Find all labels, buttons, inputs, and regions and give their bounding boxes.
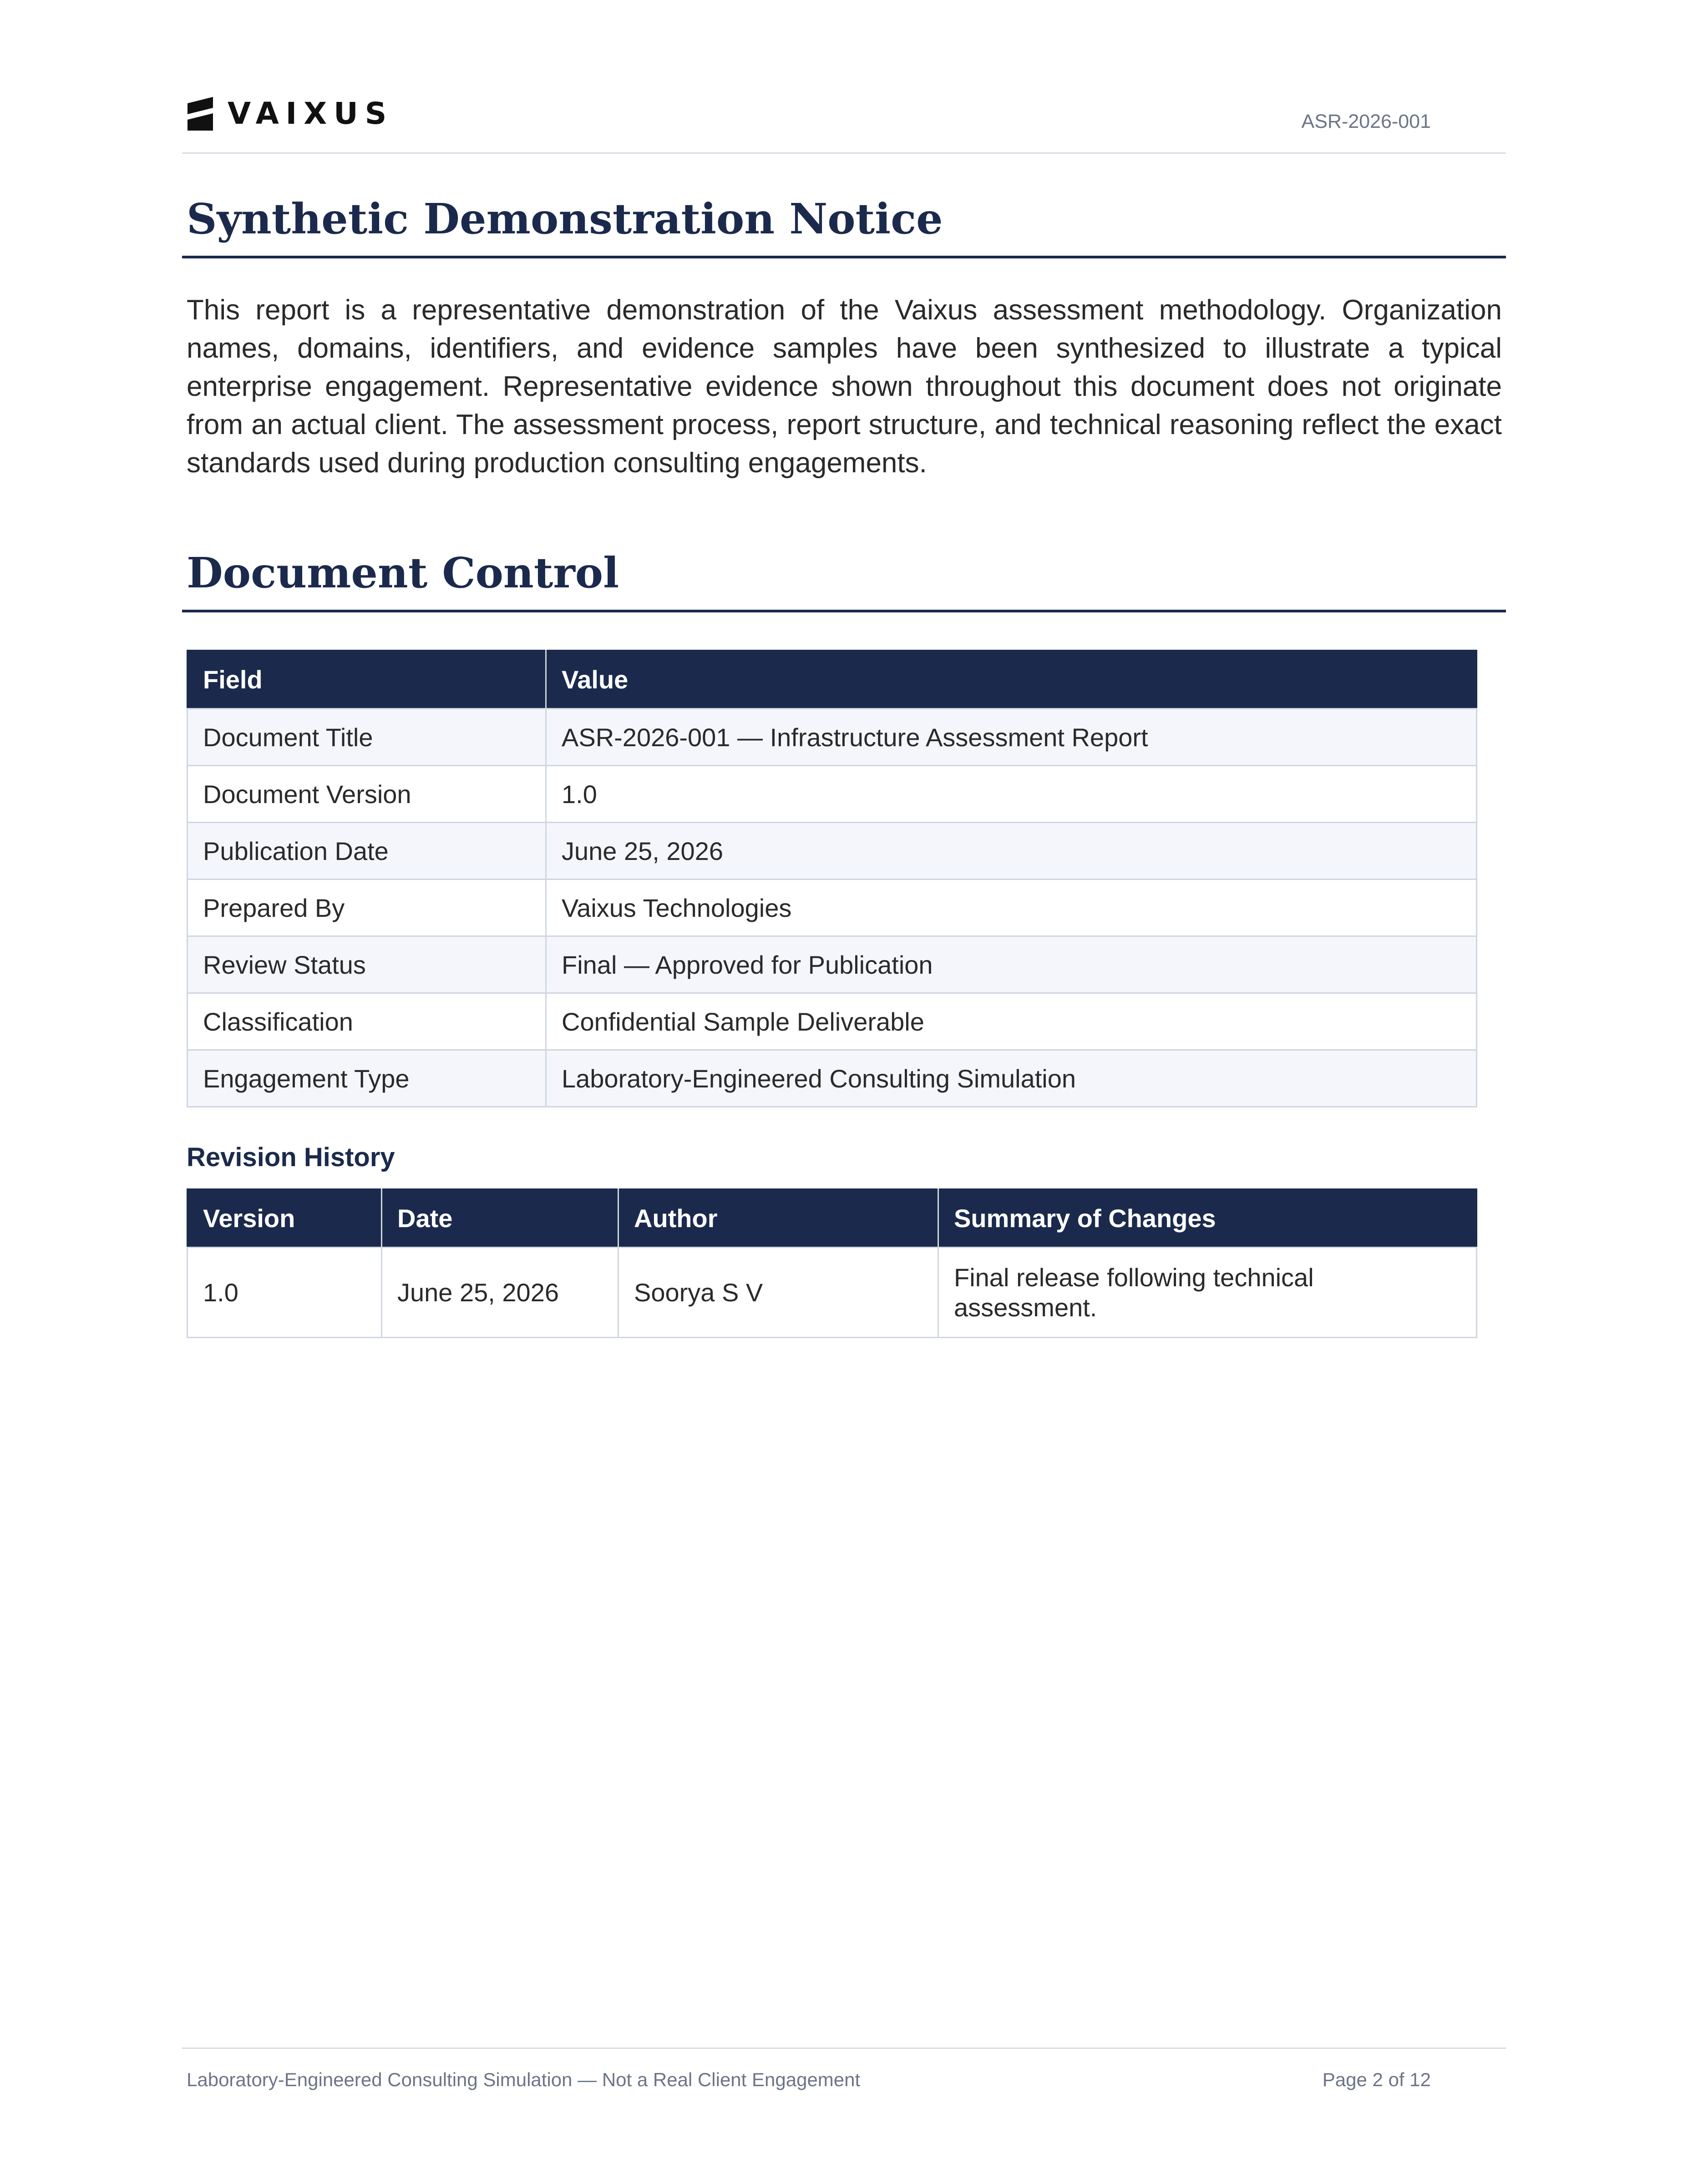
value-cell: Final — Approved for Publication <box>546 936 1477 993</box>
column-header-field: Field <box>188 651 546 709</box>
table-row <box>188 1248 1477 1338</box>
table-row <box>188 709 1477 766</box>
page-header <box>182 93 1506 154</box>
column-header-version: Version <box>188 1189 382 1248</box>
footer-disclaimer: Laboratory-Engineered Consulting Simulation — Not a Real Client Engagement <box>187 2069 861 2090</box>
table-row <box>188 766 1477 823</box>
table-row <box>188 880 1477 936</box>
value-cell: Vaixus Technologies <box>546 880 1477 936</box>
value-cell: Confidential Sample Deliverable <box>546 993 1477 1050</box>
field-cell: Document Title <box>188 709 546 766</box>
summary-cell: Final release following technical assessment. <box>938 1248 1477 1338</box>
header-doc-id: ASR-2026-001 <box>1301 111 1431 132</box>
table-row <box>188 1050 1477 1107</box>
notice-paragraph: This report is a representative demonstration of the Vaixus assessment methodology. Organization names, domains, identifiers, and evidence samples have been synthesized to illustrate a typical enterprise engagement. Representative evidence shown throughout this document does not originate from an actual client. The assessment process, report structure, and technical reasoning reflect the exact standards used during production consulting engagements. <box>187 294 1502 479</box>
table-row <box>188 823 1477 880</box>
value-cell: Laboratory-Engineered Consulting Simulation <box>546 1050 1477 1107</box>
value-cell: ASR-2026-001 — Infrastructure Assessment Report <box>546 709 1477 766</box>
revision-history-heading: Revision History <box>187 1143 395 1172</box>
field-cell: Classification <box>188 993 546 1050</box>
document-control-heading: Document Control <box>182 548 1506 612</box>
value-cell: June 25, 2026 <box>546 823 1477 880</box>
table-row <box>188 993 1477 1050</box>
column-header-author: Author <box>618 1189 938 1248</box>
field-cell: Review Status <box>188 936 546 993</box>
value-cell: 1.0 <box>546 766 1477 823</box>
brand-name: VAIXUS <box>228 96 394 131</box>
document-control-table <box>187 650 1477 1107</box>
notice-heading: Synthetic Demonstration Notice <box>182 194 1506 258</box>
field-cell: Prepared By <box>188 880 546 936</box>
date-cell: June 25, 2026 <box>382 1248 618 1338</box>
brand-logo <box>188 97 393 131</box>
column-header-value: Value <box>546 651 1477 709</box>
author-cell: Soorya S V <box>618 1248 938 1338</box>
page-footer <box>182 2048 1506 2090</box>
field-cell: Document Version <box>188 766 546 823</box>
vaixus-logo-icon <box>188 97 213 131</box>
field-cell: Engagement Type <box>188 1050 546 1107</box>
page-number: Page 2 of 12 <box>1322 2069 1431 2090</box>
table-header-row <box>188 651 1477 709</box>
version-cell: 1.0 <box>188 1248 382 1338</box>
column-header-date: Date <box>382 1189 618 1248</box>
revision-history-table <box>187 1188 1477 1338</box>
column-header-summary: Summary of Changes <box>938 1189 1477 1248</box>
table-row <box>188 936 1477 993</box>
field-cell: Publication Date <box>188 823 546 880</box>
table-header-row <box>188 1189 1477 1248</box>
